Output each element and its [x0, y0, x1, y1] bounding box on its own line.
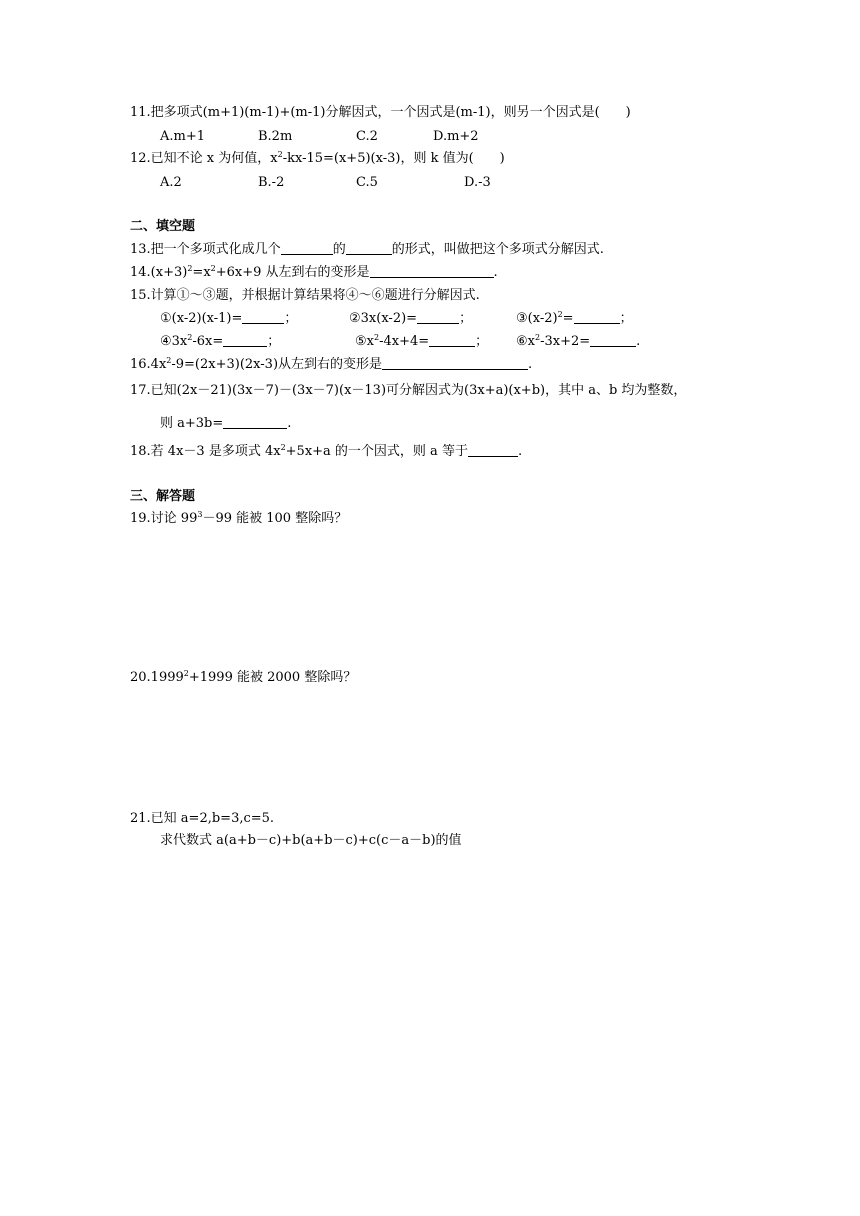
answer-blank[interactable] — [574, 311, 620, 324]
q15-item-3: $③(x-2)^2=$ ； — [516, 310, 633, 326]
q11-option-b: B.2m — [258, 129, 293, 144]
q15-item-4: $④3x^2-6x=$ ； — [160, 333, 281, 349]
question-16: $16.4x^2-9=(2x+3)(2x-3)$从左到右的变形是 . — [130, 356, 533, 372]
q11-option-d: D.m+2 — [433, 129, 479, 144]
section-fill-in-heading: 二、填空题 — [130, 219, 196, 234]
question-15-stem: 15.计算①～③题，并根据计算结果将④～⑥题进行分解因式. — [130, 288, 480, 303]
q15-item-2: ②3x(x-2)= ； — [349, 311, 473, 326]
question-12-stem: 12.已知不论 x 为何值，$x^2-kx-15=(x+5)(x-3)$，则 k 值为( ) — [130, 150, 505, 166]
answer-blank[interactable] — [281, 242, 333, 255]
answer-blank[interactable] — [429, 334, 475, 347]
q12-option-c: C.5 — [356, 175, 378, 190]
question-20: $20.1999^2+1999$ 能被 2000 整除吗？ — [130, 669, 357, 685]
q11-option-a: A.m+1 — [160, 129, 206, 144]
answer-blank[interactable] — [242, 311, 284, 324]
q12-option-b: B.-2 — [258, 175, 285, 190]
q15-item-6: $⑥x^2-3x+2=$ . — [516, 333, 641, 349]
question-19: 19.讨论 $99^3-99$ 能被 100 整除吗？ — [130, 510, 348, 526]
answer-blank[interactable] — [370, 265, 494, 278]
q12-option-a: A.2 — [160, 175, 182, 190]
section-answer-heading: 三、解答题 — [130, 489, 196, 504]
question-11-stem: 11.把多项式(m+1)(m-1)+(m-1)分解因式，一个因式是(m-1)，则另一个因式是( ) — [130, 105, 631, 120]
q12-option-d: D.-3 — [464, 175, 491, 190]
question-21-line-2: 求代数式 a(a+b－c)+b(a+b－c)+c(c－a－b)的值 — [160, 833, 462, 848]
answer-blank[interactable] — [382, 357, 528, 370]
question-17-line-1: 17.已知(2x－21)(3x－7)－(3x－7)(x－13)可分解因式为(3x+a)(x+b)，其中 a、b 均为整数， — [130, 383, 687, 398]
question-18: 18.若 4x－3 是多项式 $4x^2+5x+a$ 的一个因式，则 a 等于 . — [130, 443, 523, 459]
q11-option-c: C.2 — [356, 129, 378, 144]
q15-item-5: $⑤x^2-4x+4=$ ； — [355, 333, 489, 349]
answer-blank[interactable] — [346, 242, 392, 255]
question-14: $14.(x+3)^2=x^2+6x+9$ 从左到右的变形是 . — [130, 264, 498, 280]
question-17-line-2: 则 a+3b= . — [160, 416, 292, 431]
question-21-line-1: 21.已知 a=2,b=3,c=5. — [130, 811, 275, 826]
answer-blank[interactable] — [468, 444, 518, 457]
question-13: 13.把一个多项式化成几个 的 的形式，叫做把这个多项式分解因式. — [130, 242, 604, 257]
q15-item-1: ①(x-2)(x-1)= ； — [160, 311, 298, 326]
answer-blank[interactable] — [417, 311, 459, 324]
answer-blank[interactable] — [223, 334, 267, 347]
answer-blank[interactable] — [223, 416, 287, 429]
answer-blank[interactable] — [590, 334, 636, 347]
